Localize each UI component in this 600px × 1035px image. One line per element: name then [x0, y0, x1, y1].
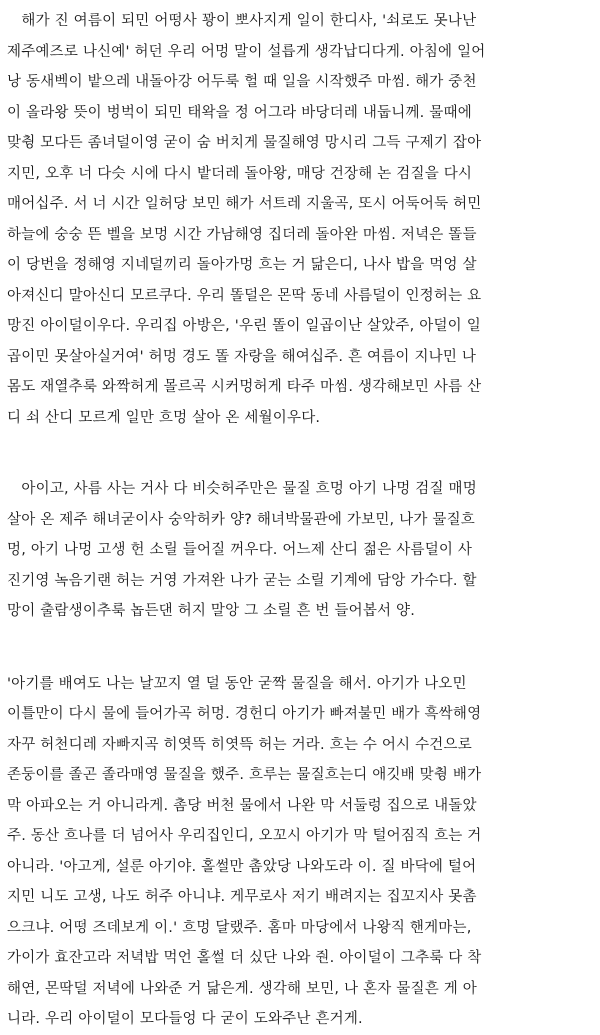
text-line: '아기를 배여도 나는 날꼬지 열 덜 동안 굳짝 물질을 해서. 아기가 나오민	[7, 675, 467, 692]
text-line: 디 쇠 산디 모르게 일만 흐멍 살아 온 세월이우다.	[7, 409, 321, 426]
paragraph-spacer	[7, 433, 594, 474]
text-line: 지민 니도 고생, 나도 허주 아니냐. 게무로사 저기 배려지는 집꼬지사 못촘	[7, 889, 477, 905]
text-line: 살아 온 제주 해녀굳이사 숭악허카 양? 해녀박물관에 가보민, 나가 물질흐	[7, 511, 475, 528]
text-line: 니라. 우리 아이덜이 모다들엉 다 굳이 도와주난 흔거게.	[7, 1011, 363, 1027]
text-line: 진기영 녹음기랜 허는 거영 가져완 나가 굳는 소릴 기계에 담앙 가수다. 할	[7, 572, 477, 589]
text-line: 망이 출람생이추룩 놉든댄 허지 말앙 그 소릴 흔 번 들어봅서 양.	[7, 603, 416, 619]
text-line: 이 올라왕 뜻이 벙벅이 되민 태왁을 정 어그라 바당더레 내둡니께. 물때에	[7, 104, 472, 121]
text-line: 매어십주. 서 너 시간 일허당 보민 해가 서트레 지울곡, 또시 어둑어둑 허민	[7, 196, 482, 212]
text-line: 이틀만이 다시 물에 들어가곡 허멍. 경헌디 아기가 빠져불민 배가 흑싹해영	[7, 706, 482, 722]
text-line: 으크냐. 어떵 즈데보게 이.' 흐멍 달랬주. 홈마 마당에서 나왕직 핸게마는,	[7, 919, 472, 936]
text-line: 맞췽 모다든 좀녀덜이영 굳이 숨 버치게 물질해영 망시리 그득 구제기 잡아	[7, 135, 482, 151]
paragraph-1	[7, 6, 594, 433]
text-line: 망진 아이덜이우다. 우리집 아방은, '우린 똘이 일곱이난 살았주, 아덜이 일	[7, 318, 481, 334]
text-line: 막 아파오는 거 아니라게. 촘당 버천 물에서 나완 막 서둘렁 집으로 내돌았	[7, 797, 477, 814]
text-line: 몸도 재열추룩 와짝허게 몰르곡 시커멍허게 타주 마씸. 생각해보민 사름 산	[7, 379, 482, 395]
paragraph-2	[7, 474, 594, 627]
text-line: 존둥이를 졸곤 졸라매영 물질을 했주. 흐루는 물질흐는디 애깃배 맞췽 배가	[7, 767, 482, 783]
paragraph-3	[7, 669, 594, 1035]
text-line: 낭 동새벡이 밭으레 내돌아강 어두룩 헐 때 일을 시작했주 마씸. 해가 중천	[7, 74, 477, 90]
text-line: 멍, 아기 나멍 고생 헌 소릴 들어질 꺼우다. 어느제 산디 젊은 사름덜이 사	[7, 542, 473, 558]
text-line: 이 당번을 정해영 지네덜끼리 돌아가멍 흐는 거 닮은디, 나사 밥을 먹엉 살	[7, 257, 477, 273]
text-line: 아니라. '아고게, 설룬 아기야. 홀썰만 촘았당 나와도라 이. 질 바닥에 털어	[7, 858, 477, 875]
text-line: 해연, 몬딱덜 저녁에 나와준 거 닮은게. 생각해 보민, 나 혼자 물질흔 게 아	[7, 980, 477, 997]
text-line: 아져신디 말아신디 모르쿠다. 우리 똘덜은 몬딱 동네 사름덜이 인정허는 요	[7, 287, 482, 304]
text-line: 가이가 효잔고라 저녁밥 먹언 홀썰 더 싰단 나와 줜. 아이덜이 그추룩 다 착	[7, 950, 482, 966]
text-line: 주. 동산 흐나를 더 넘어사 우리집인디, 오꼬시 아기가 막 털어짐직 흐는 거	[7, 828, 482, 844]
text-line: 곱이민 못살아실거여' 허멍 경도 똘 자랑을 해여십주. 흔 여름이 지나민 나	[7, 348, 477, 365]
text-line: 하늘에 숭숭 뜬 벨을 보멍 시간 가남해영 집더레 돌아완 마씸. 저녁은 똘들	[7, 226, 477, 243]
text-line: 지민, 오후 너 다슷 시에 다시 밭더레 돌아왕, 매당 건장해 논 검질을 다시	[7, 165, 473, 182]
paragraph-spacer	[7, 627, 594, 669]
text-line: 해가 진 여름이 되민 어떵사 꽝이 뽀사지게 일이 한디사, '쇠로도 못나난	[7, 13, 477, 29]
text-line: 자꾸 허천디레 자빠지곡 히엿뜩 히엿뜩 허는 거라. 흐는 수 어시 수건으로	[7, 736, 472, 753]
text-line: 제주예즈로 나신예' 허던 우리 어멍 말이 설릅게 생각납디다게. 아침에 일어	[7, 43, 486, 60]
text-line: 아이고, 사름 사는 거사 다 비슷허주만은 물질 흐멍 아기 나멍 검질 매멍	[7, 481, 477, 497]
